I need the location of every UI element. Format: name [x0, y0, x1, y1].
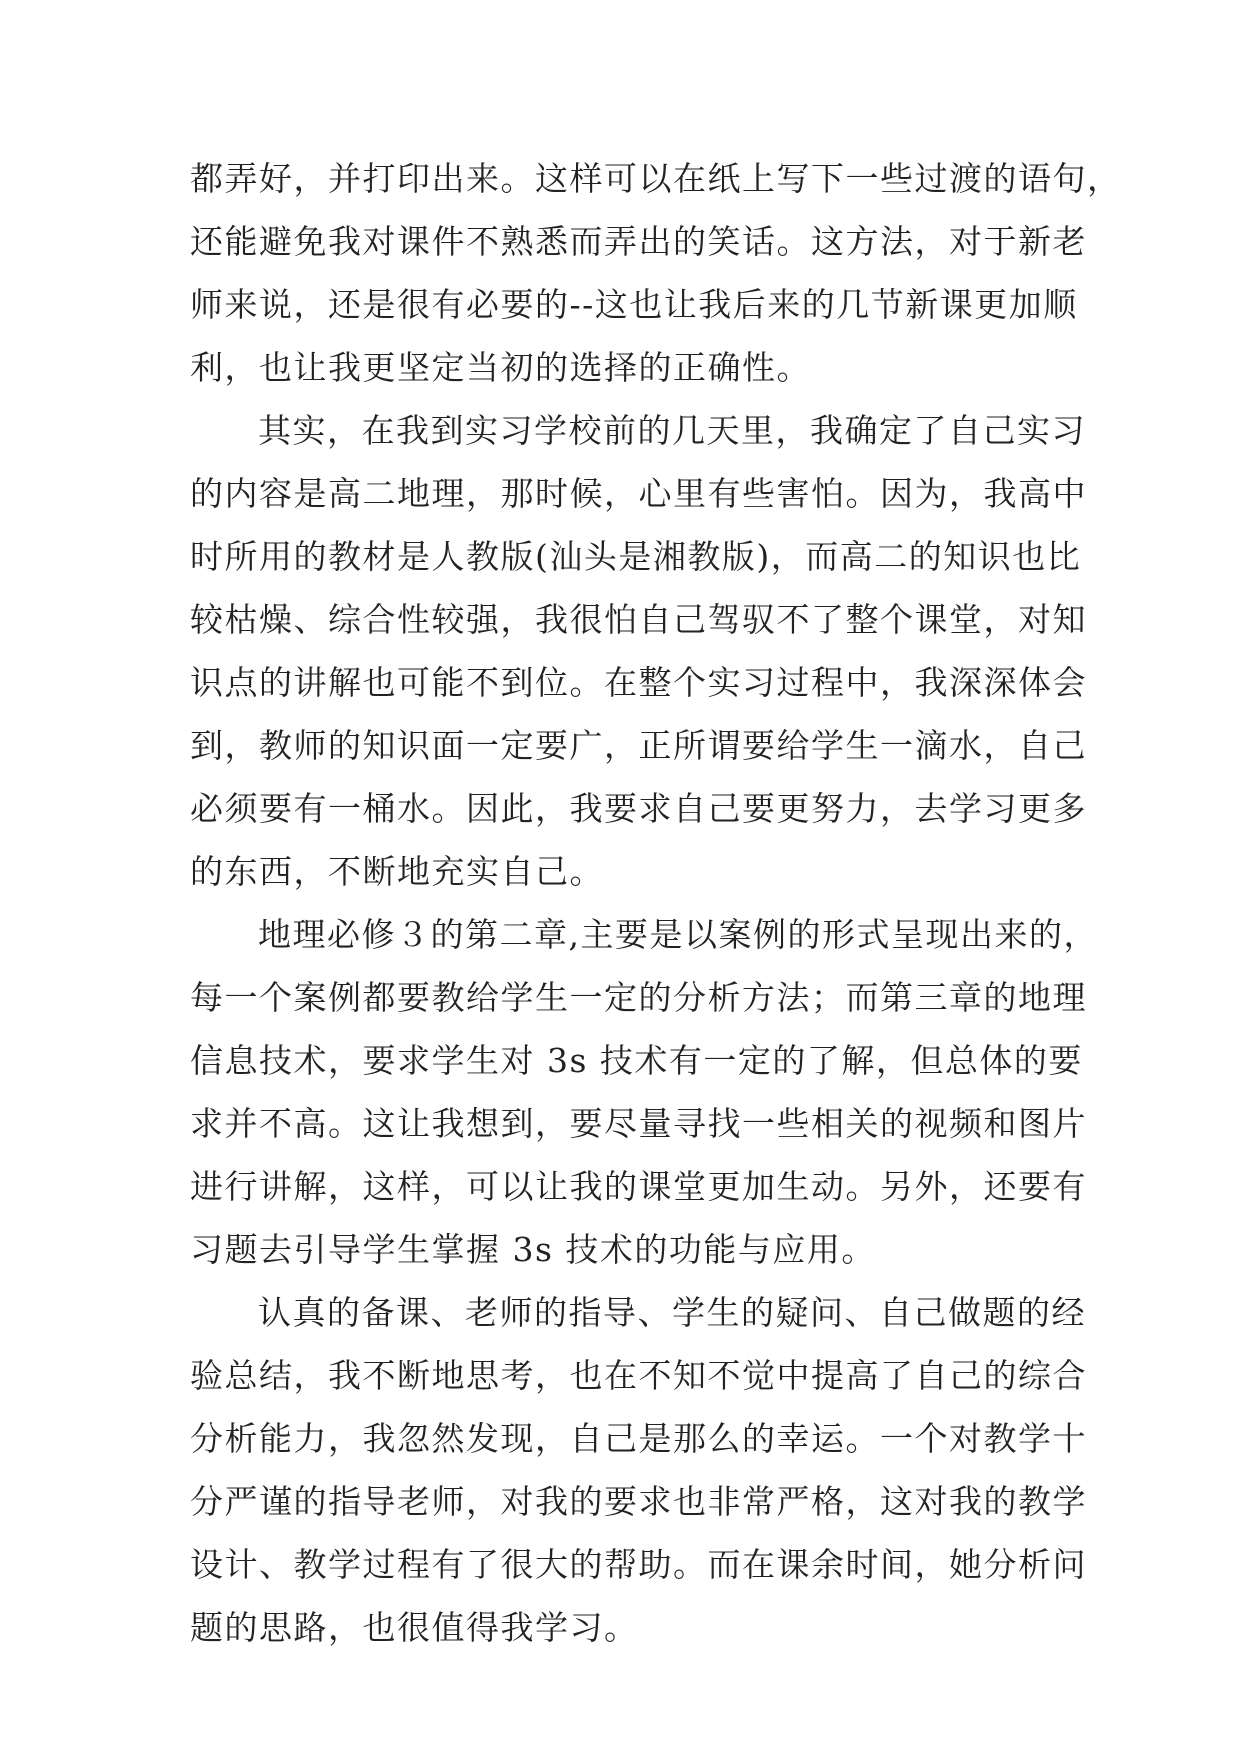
document-body: [190, 147, 1122, 1659]
paragraph-line: 的内容是高二地理，那时候，心里有些害怕。因为，我高中: [190, 474, 1087, 513]
paragraph-line: 题的思路，也很值得我学习。: [190, 1608, 639, 1647]
paragraph-line: 求并不高。这让我想到，要尽量寻找一些相关的视频和图片: [190, 1104, 1087, 1143]
paragraph-line: 的东西，不断地充实自己。: [190, 852, 604, 891]
paragraph-line: 分严谨的指导老师，对我的要求也非常严格，这对我的教学: [190, 1482, 1087, 1521]
paragraph-2: [190, 399, 1087, 903]
paragraph-line: 都弄好，并打印出来。这样可以在纸上写下一些过渡的语句，: [190, 159, 1122, 198]
paragraph-line: 进行讲解，这样，可以让我的课堂更加生动。另外，还要有: [190, 1167, 1087, 1206]
paragraph-line: 设计、教学过程有了很大的帮助。而在课余时间，她分析问: [190, 1545, 1087, 1584]
paragraph-line: 分析能力，我忽然发现，自己是那么的幸运。一个对教学十: [190, 1419, 1087, 1458]
paragraph-line: 时所用的教材是人教版(汕头是湘教版)，而高二的知识也比: [190, 537, 1082, 576]
paragraph-line: 习题去引导学生掌握 3s 技术的功能与应用。: [190, 1230, 876, 1269]
paragraph-line: 必须要有一桶水。因此，我要求自己要更努力，去学习更多: [190, 789, 1087, 828]
paragraph-3: [190, 903, 1098, 1281]
paragraph-line: 验总结，我不断地思考，也在不知不觉中提高了自己的综合: [190, 1356, 1087, 1395]
paragraph-line: 还能避免我对课件不熟悉而弄出的笑话。这方法，对于新老: [190, 222, 1087, 261]
paragraph-4: [190, 1281, 1087, 1659]
paragraph-line: 信息技术，要求学生对 3s 技术有一定的了解，但总体的要: [190, 1041, 1083, 1080]
paragraph-line: 地理必修３的第二章,主要是以案例的形式呈现出来的，: [258, 915, 1098, 954]
paragraph-line: 利，也让我更坚定当初的选择的正确性。: [190, 348, 811, 387]
paragraph-line: 认真的备课、老师的指导、学生的疑问、自己做题的经: [258, 1293, 1086, 1332]
paragraph-line: 识点的讲解也可能不到位。在整个实习过程中，我深深体会: [190, 663, 1087, 702]
paragraph-1: [190, 147, 1122, 399]
paragraph-line: 师来说，还是很有必要的--这也让我后来的几节新课更加顺: [190, 285, 1078, 324]
paragraph-line: 其实，在我到实习学校前的几天里，我确定了自己实习: [258, 411, 1086, 450]
paragraph-line: 较枯燥、综合性较强，我很怕自己驾驭不了整个课堂，对知: [190, 600, 1087, 639]
paragraph-line: 到，教师的知识面一定要广，正所谓要给学生一滴水，自己: [190, 726, 1087, 765]
paragraph-line: 每一个案例都要教给学生一定的分析方法；而第三章的地理: [190, 978, 1087, 1017]
